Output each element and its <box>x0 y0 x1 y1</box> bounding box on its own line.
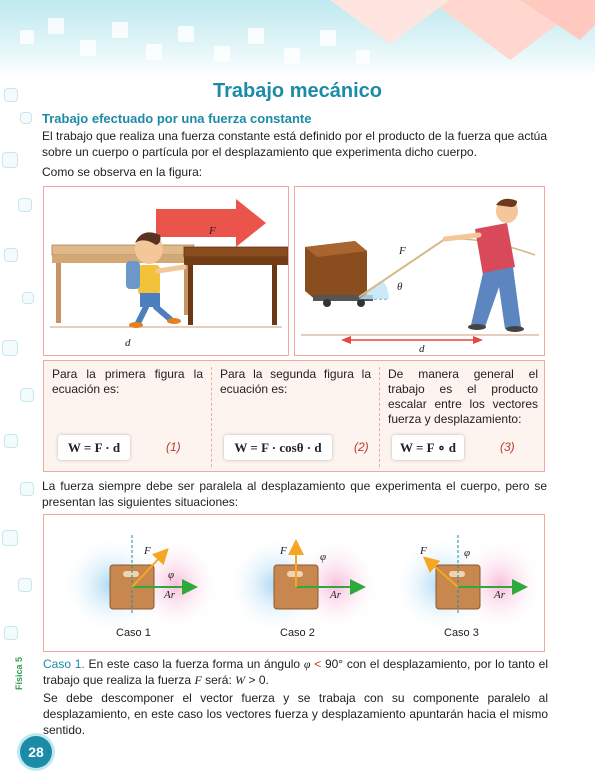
case-1-angle-label: φ <box>168 569 175 581</box>
figure-1-illustration <box>44 187 288 355</box>
equation-3-number: (3) <box>500 440 515 454</box>
case-3-force-label: F <box>420 545 427 557</box>
case-1-label: Caso 1 <box>116 627 151 639</box>
equation-1-formula: W = F · d <box>58 435 130 460</box>
force-label: F <box>209 225 216 237</box>
case-3-angle-label: φ <box>464 547 471 559</box>
case-1-displacement-label: Ar <box>164 589 175 601</box>
equations-box <box>43 360 545 472</box>
figure-man-pulling-box <box>294 186 545 356</box>
case-2-label: Caso 2 <box>280 627 315 639</box>
case-3-label: Caso 3 <box>444 627 479 639</box>
equation-2-text: Para la segunda figura la ecuación es: <box>220 367 371 396</box>
case-2-force-label: F <box>280 545 287 557</box>
spine-label: Física 5 <box>14 656 24 690</box>
parallel-paragraph: La fuerza siempre debe ser paralela al desplazamiento que experimenta el cuerpo, pero se presentan las siguientes situaciones: <box>42 479 547 509</box>
equation-1-text: Para la primera figura la ecuación es: <box>52 367 203 396</box>
angle-label: θ <box>397 281 403 293</box>
figure-child-pushing-table <box>43 186 289 356</box>
case-3-displacement-label: Ar <box>494 589 505 601</box>
equation-1-number: (1) <box>166 440 181 454</box>
equation-2 <box>212 361 379 471</box>
case-1-paragraph: Caso 1. En este caso la fuerza forma un ángulo φ < 90° con el desplazamiento, por lo tanto el trabajo que realiza la fuerza F será: W > 0. <box>43 657 549 687</box>
case-1-force-label: F <box>144 545 151 557</box>
page-title: Trabajo mecánico <box>213 80 382 102</box>
cases-figure <box>43 514 545 652</box>
equation-3-formula: W = F ∘ d <box>392 435 464 460</box>
case-1-heading: Caso 1. <box>43 657 85 671</box>
equation-1 <box>44 361 211 471</box>
equation-3 <box>380 361 546 471</box>
force-label: F <box>399 245 406 257</box>
equation-3-text: De manera general el trabajo es el producto escalar entre los vectores fuerza y desplazamiento: <box>388 367 538 426</box>
figure-2-illustration <box>295 187 544 355</box>
displacement-label: d <box>419 343 425 355</box>
figure-intro: Como se observa en la figura: <box>42 165 203 179</box>
displacement-label: d <box>125 337 131 349</box>
intro-paragraph: El trabajo que realiza una fuerza constante está definido por el producto de la fuerza que actúa sobre un cuerpo o partícula por el desplazamiento que experimenta dicho cuerpo. <box>42 129 548 159</box>
case-2-displacement-label: Ar <box>330 589 341 601</box>
final-paragraph: Se debe descomponer el vector fuerza y se trabaja con su componente paralelo al desplazamiento, en este caso los vectores fuerza y desplazamiento apuntarán hacia el mismo sentido. <box>43 691 548 737</box>
page-number: 28 <box>20 736 52 768</box>
equation-2-formula: W = F · cosθ · d <box>224 435 332 460</box>
case-2-angle-label: φ <box>320 551 327 563</box>
section-subtitle: Trabajo efectuado por una fuerza constante <box>42 111 312 126</box>
equation-2-number: (2) <box>354 440 369 454</box>
header-decoration <box>0 0 595 78</box>
